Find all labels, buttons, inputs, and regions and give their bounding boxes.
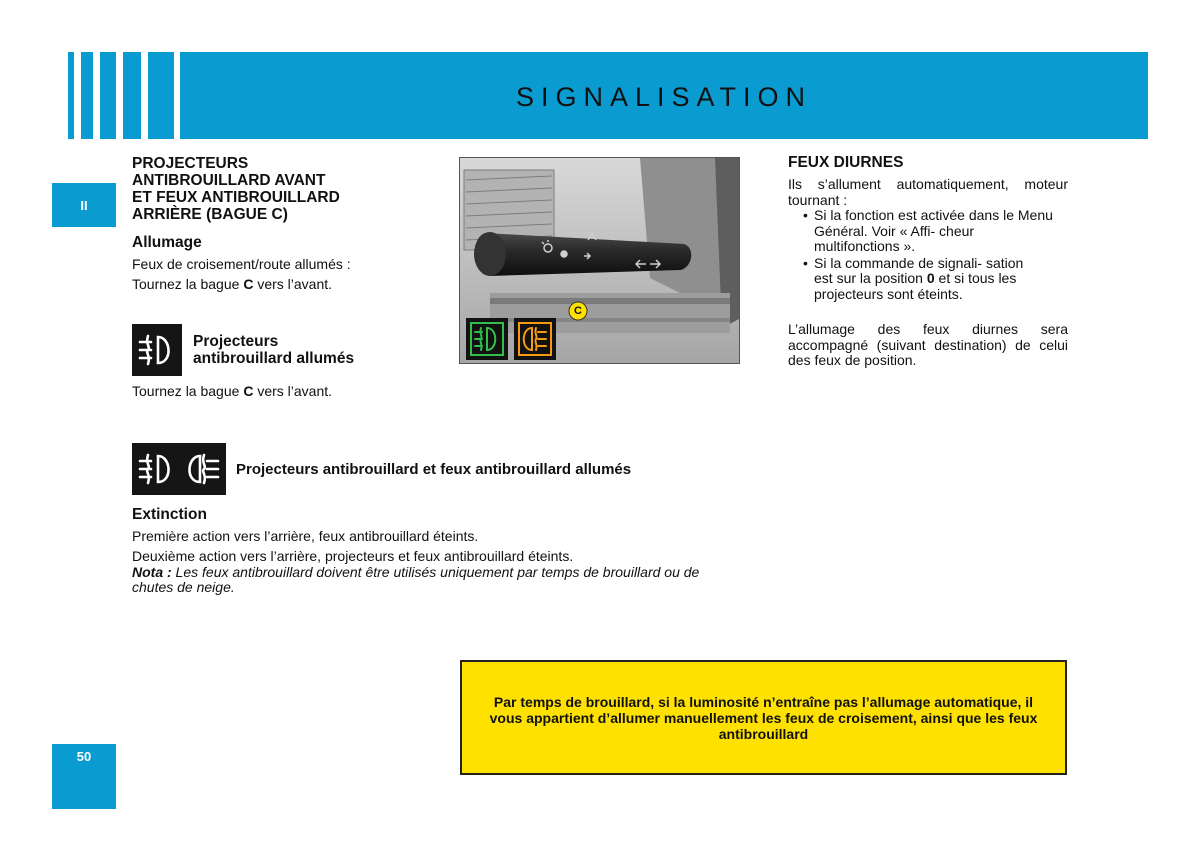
daytime-closing: L’allumage des feux diurnes sera accompagné (suivant destination) de celui des feux de position. bbox=[788, 321, 1068, 368]
page-number-tab bbox=[52, 744, 116, 809]
daytime-lights-heading: FEUX DIURNES bbox=[788, 154, 904, 171]
list-item bbox=[788, 208, 1068, 255]
chapter-tab-label: II bbox=[80, 197, 88, 213]
header-stripe bbox=[123, 52, 141, 139]
stalk-illustration bbox=[460, 158, 740, 364]
front-fog-label-line: Projecteurs bbox=[193, 333, 279, 350]
ring-key: C bbox=[243, 276, 254, 292]
front-fog-lamp-icon bbox=[138, 333, 176, 367]
page-number: 50 bbox=[76, 749, 92, 764]
turn-ring-instruction bbox=[132, 383, 332, 400]
nota bbox=[132, 565, 744, 595]
front-fog-label-line: antibrouillard allumés bbox=[193, 350, 355, 367]
section-heading-line: ET FEUX ANTIBROUILLARD bbox=[132, 189, 340, 206]
list-item-text: Si la fonction est activée dans le Menu Général. Voir « Affi- cheur multifonctions ». bbox=[814, 207, 1053, 254]
front-fog-icon-box bbox=[132, 324, 182, 376]
page-title: SIGNALISATION bbox=[515, 82, 813, 112]
stalk-photo bbox=[459, 157, 740, 364]
header-stripe bbox=[68, 52, 74, 139]
allumage-line: Feux de croisement/route allumés : bbox=[132, 256, 351, 272]
all-fog-icon-box bbox=[132, 443, 226, 495]
all-fog-label: Projecteurs antibrouillard et feux antibrouillard allumés bbox=[236, 461, 632, 478]
extinction-heading: Extinction bbox=[132, 506, 207, 523]
instruction-text: vers l’avant. bbox=[253, 276, 333, 292]
nota-text: Les feux antibrouillard doivent être utilisés uniquement par temps de brouillard ou de chutes de neige. bbox=[132, 564, 700, 595]
instruction-text: Tournez la bague bbox=[132, 276, 244, 292]
rear-fog-lamp-icon bbox=[182, 452, 220, 486]
header-stripe bbox=[100, 52, 116, 139]
turn-ring-instruction bbox=[132, 276, 332, 293]
allumage-heading: Allumage bbox=[132, 234, 202, 251]
daytime-conditions bbox=[788, 208, 1068, 302]
extinction-line: Première action vers l’arrière, feux antibrouillard éteints. bbox=[132, 528, 479, 544]
extinction-line: Deuxième action vers l’arrière, projecteurs et feux antibrouillard éteints. bbox=[132, 548, 574, 564]
fog-warning-box bbox=[460, 660, 1067, 775]
header-stripe bbox=[81, 52, 93, 139]
chapter-tab bbox=[52, 183, 116, 227]
section-heading bbox=[132, 155, 432, 223]
instruction-text: Tournez la bague bbox=[132, 383, 244, 399]
nota-label: Nota : bbox=[132, 564, 172, 580]
front-fog-label bbox=[193, 333, 354, 367]
section-heading-line: ARRIÈRE (BAGUE C) bbox=[132, 206, 288, 223]
ring-callout-label: C bbox=[574, 305, 582, 317]
section-heading-line: ANTIBROUILLARD AVANT bbox=[132, 172, 326, 189]
list-item-text: Si la commande de signali- sation est sur la position bbox=[814, 254, 1024, 286]
front-fog-lamp-icon bbox=[138, 452, 176, 486]
ring-key: C bbox=[243, 383, 254, 399]
daytime-intro: Ils s’allument automatiquement, moteur tournant : bbox=[788, 176, 1068, 208]
list-item-text: et si tous les projecteurs sont éteints. bbox=[814, 270, 1017, 302]
instruction-text: vers l’avant. bbox=[253, 383, 333, 399]
header-stripe bbox=[148, 52, 174, 139]
fog-warning-text: Par temps de brouillard, si la luminosité n’entraîne pas l’allumage automatique, il vous appartient d’allumer manuellement les feux de croisement, ainsi que les feux antibrouillard bbox=[489, 693, 1038, 742]
position-key: 0 bbox=[926, 270, 935, 286]
section-heading-line: PROJECTEURS bbox=[132, 155, 249, 172]
list-item bbox=[788, 256, 1068, 303]
